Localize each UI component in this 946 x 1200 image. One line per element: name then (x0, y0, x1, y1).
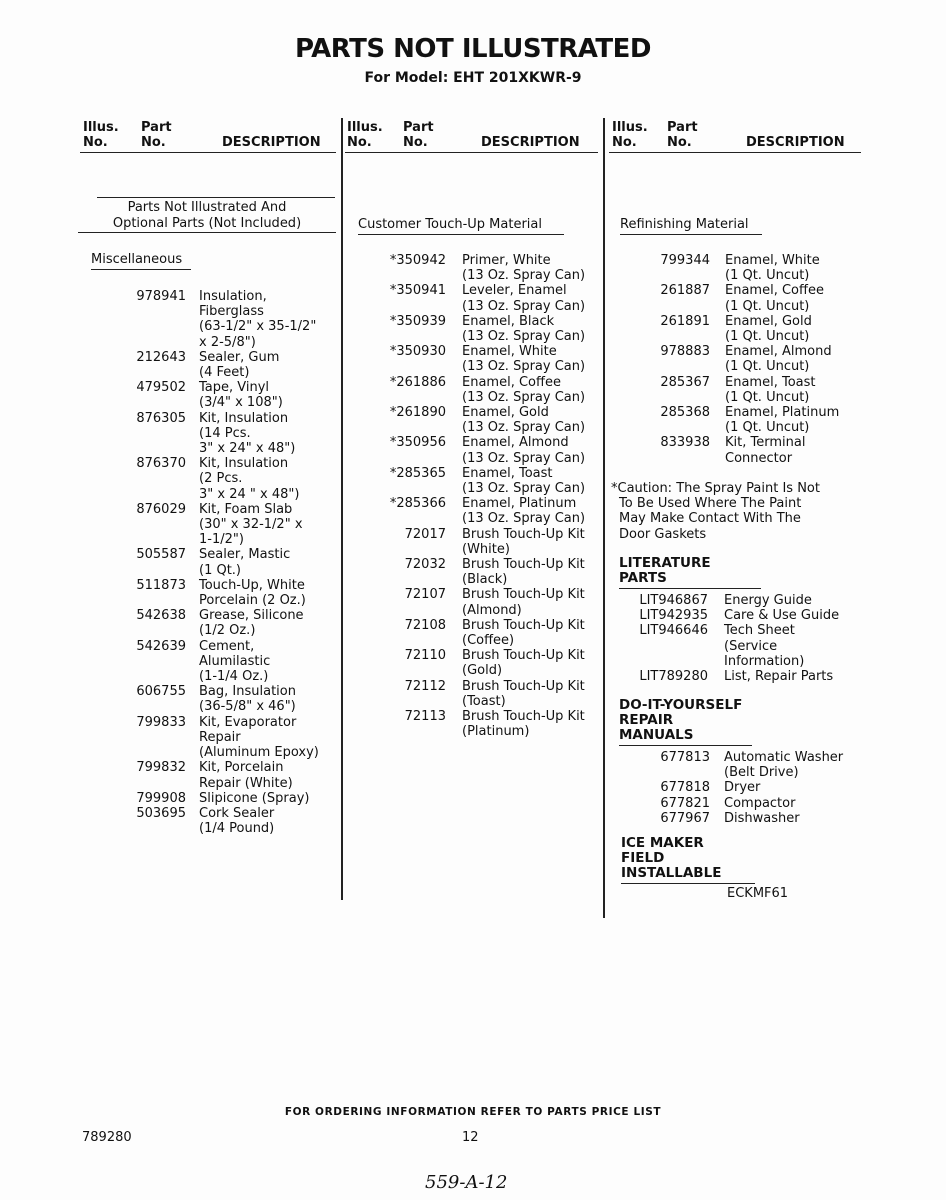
part-row (620, 780, 843, 795)
part-row (100, 502, 319, 548)
description-line: Enamel, Gold (725, 313, 812, 329)
misc-parts-list (100, 289, 319, 836)
description-line: (1 Qt. Uncut) (725, 298, 810, 314)
description-line: Enamel, White (462, 344, 557, 360)
part-row (100, 411, 319, 457)
part-row (356, 314, 585, 344)
diy-manuals-list (620, 750, 843, 826)
part-row (356, 253, 585, 283)
description-line: Energy Guide (724, 593, 812, 608)
part-description (199, 608, 304, 638)
part-number: 677818 (660, 780, 710, 796)
document-number: 789280 (82, 1130, 132, 1145)
header-text: No. (83, 135, 108, 150)
description-line: Repair (White) (199, 775, 293, 791)
part-row (356, 405, 585, 435)
part-number: 72112 (404, 678, 446, 694)
part-number: 503695 (136, 805, 186, 821)
description-line: Brush Touch-Up Kit (462, 648, 585, 664)
part-description (462, 344, 585, 374)
part-number: 677821 (660, 795, 710, 811)
part-row (100, 547, 319, 577)
part-row (100, 791, 319, 806)
part-row (356, 496, 585, 526)
caution-note (611, 481, 820, 542)
description-line: Brush Touch-Up Kit (462, 709, 585, 725)
part-description (199, 411, 295, 457)
part-number: LIT946867 (639, 593, 708, 608)
part-row (356, 466, 585, 496)
description-line: Enamel, Almond (462, 435, 569, 451)
description-line: Tape, Vinyl (199, 380, 270, 396)
description-line: Kit, Evaporator (199, 714, 297, 730)
caution-line: Door Gaskets (619, 526, 707, 542)
part-description (462, 709, 585, 739)
description-line: Brush Touch-Up Kit (462, 526, 585, 542)
heading-line: Parts Not Illustrated And (127, 200, 287, 215)
description-line: Enamel, Coffee (462, 374, 561, 390)
description-line: 3" x 24 " x 48") (199, 486, 300, 502)
part-description (199, 806, 274, 836)
description-line: Cement, (199, 638, 255, 654)
heading-line: ICE MAKER (621, 835, 704, 851)
description-line: (Platinum) (462, 724, 530, 740)
description-line: (1 Qt. Uncut) (725, 389, 810, 405)
description-line: (13 Oz. Spray Can) (462, 389, 586, 405)
column-divider (341, 118, 343, 900)
page-title: PARTS NOT ILLUSTRATED (295, 34, 651, 64)
part-row (620, 283, 839, 313)
part-description (462, 405, 585, 435)
part-description (724, 669, 833, 684)
part-description (725, 375, 815, 405)
description-line: Fiberglass (199, 304, 264, 320)
description-line: Automatic Washer (724, 750, 844, 765)
part-number: 876305 (136, 410, 186, 426)
part-description (725, 314, 812, 344)
part-number: *261886 (389, 374, 446, 390)
part-description (199, 760, 293, 790)
part-number: 799832 (136, 760, 186, 776)
description-line: Brush Touch-Up Kit (462, 587, 585, 603)
part-row (356, 679, 585, 709)
part-row (620, 314, 839, 344)
description-line: Tech Sheet (724, 623, 795, 639)
part-number: *350942 (389, 253, 446, 268)
heading-line: REPAIR MANUALS (619, 712, 694, 743)
literature-parts-list (620, 593, 839, 684)
description-line: Enamel, White (725, 253, 820, 268)
part-row (100, 760, 319, 790)
part-number: 261887 (660, 283, 710, 299)
ice-maker-part-number: ECKMF61 (727, 886, 789, 901)
header-text: Part (667, 120, 698, 135)
part-row (100, 456, 319, 502)
part-number: 72017 (404, 526, 446, 542)
description-line: (30" x 32-1/2" x (199, 517, 303, 533)
description-line: (63-1/2" x 35-1/2" (199, 319, 317, 335)
description-line: Bag, Insulation (199, 684, 296, 700)
touch-up-parts-list (356, 253, 585, 740)
desc-header-1: DESCRIPTION (222, 135, 321, 150)
part-row (620, 253, 839, 283)
part-number: 606755 (136, 684, 186, 700)
header-text: Part (141, 120, 172, 135)
description-line: Brush Touch-Up Kit (462, 557, 585, 573)
description-line: (36-5/8" x 46") (199, 699, 296, 715)
part-row (100, 578, 319, 608)
part-description (199, 639, 270, 685)
caution-line: To Be Used Where The Paint (619, 496, 802, 512)
description-line: Cork Sealer (199, 805, 275, 821)
description-line: (3/4" x 108") (199, 395, 283, 411)
part-row (356, 435, 585, 465)
part-header-1 (141, 120, 172, 150)
description-line: (1 Qt. Uncut) (725, 329, 810, 345)
part-number: LIT946646 (639, 623, 708, 639)
part-row (100, 289, 319, 350)
part-description (724, 796, 795, 811)
description-line: Alumilastic (199, 653, 271, 669)
col1-heading (78, 200, 336, 233)
heading-line: Optional Parts (Not Included) (112, 216, 302, 231)
part-number: *350941 (389, 283, 446, 299)
part-number: 833938 (660, 435, 710, 451)
header-text: No. (667, 135, 692, 150)
description-line: (14 Pcs. (199, 425, 251, 441)
description-line: (13 Oz. Spray Can) (462, 420, 586, 436)
part-description (724, 593, 812, 608)
description-line: (Black) (462, 572, 508, 588)
part-number: 799908 (136, 790, 186, 806)
part-number: *285365 (389, 465, 446, 481)
description-line: Enamel, Coffee (725, 283, 824, 299)
header-rule (345, 152, 598, 153)
part-row (620, 608, 839, 623)
model-subtitle: For Model: EHT 201XKWR-9 (364, 70, 582, 86)
part-description (462, 618, 585, 648)
part-description (462, 466, 585, 496)
part-number: 285367 (660, 374, 710, 390)
description-line: Dryer (724, 780, 761, 796)
description-line: Kit, Foam Slab (199, 501, 293, 517)
part-description (725, 405, 839, 435)
description-line: Information) (724, 653, 805, 669)
part-description (199, 380, 283, 410)
description-line: Compactor (724, 795, 796, 811)
description-line: (1/4 Pound) (199, 821, 275, 837)
part-description (199, 715, 319, 761)
part-row (356, 283, 585, 313)
part-number: LIT942935 (639, 608, 708, 624)
description-line: Primer, White (462, 253, 551, 268)
description-line: (Aluminum Epoxy) (199, 745, 319, 761)
part-number: 72108 (404, 617, 446, 633)
part-row (356, 648, 585, 678)
part-description (462, 375, 585, 405)
description-line: (13 Oz. Spray Can) (462, 511, 586, 527)
part-description (199, 502, 303, 548)
column-divider (603, 118, 605, 918)
description-line: (Gold) (462, 663, 503, 679)
description-line: (1 Qt. Uncut) (725, 268, 810, 284)
description-line: x 2-5/8") (199, 334, 256, 350)
part-number: *285366 (389, 496, 446, 512)
description-line: Brush Touch-Up Kit (462, 617, 585, 633)
description-line: Enamel, Toast (462, 465, 553, 481)
description-line: Enamel, Black (462, 313, 555, 329)
section-literature-parts: LITERATURE PARTS (619, 556, 761, 589)
description-line: (13 Oz. Spray Can) (462, 298, 586, 314)
part-row (100, 639, 319, 685)
part-row (356, 375, 585, 405)
description-line: Insulation, (199, 289, 267, 304)
description-line: (1/2 Oz.) (199, 623, 256, 639)
description-line: Sealer, Gum (199, 349, 280, 365)
part-number: 511873 (136, 577, 186, 593)
desc-header-3: DESCRIPTION (746, 135, 845, 150)
ordering-note: FOR ORDERING INFORMATION REFER TO PARTS PRICE LIST (284, 1106, 662, 1118)
part-number: LIT789280 (639, 669, 708, 685)
header-rule (80, 152, 336, 153)
part-description (725, 283, 824, 313)
part-row (100, 806, 319, 836)
description-line: (13 Oz. Spray Can) (462, 481, 586, 497)
part-description (462, 587, 585, 617)
part-description (199, 350, 279, 380)
part-number: 212643 (136, 349, 186, 365)
description-line: (1 Qt. Uncut) (725, 420, 810, 436)
description-line: Kit, Porcelain (199, 760, 284, 776)
description-line: (2 Pcs. (199, 471, 243, 487)
part-number: 479502 (136, 380, 186, 396)
part-row (356, 527, 585, 557)
refinishing-parts-list (620, 253, 839, 466)
description-line: (1 Qt.) (199, 562, 242, 578)
part-description (724, 750, 843, 780)
part-description (462, 253, 585, 283)
part-header-2 (403, 120, 434, 150)
part-row (356, 344, 585, 374)
description-line: Enamel, Platinum (462, 496, 577, 512)
part-row (356, 587, 585, 617)
header-text: No. (141, 135, 166, 150)
part-description (462, 314, 585, 344)
part-number: 677967 (660, 810, 710, 826)
description-line: Enamel, Gold (462, 405, 549, 421)
description-line: (Almond) (462, 602, 522, 618)
part-number: *350956 (389, 435, 446, 451)
part-number: 799833 (136, 714, 186, 730)
description-line: (13 Oz. Spray Can) (462, 329, 586, 345)
description-line: Dishwasher (724, 810, 800, 826)
part-number: 72113 (404, 709, 446, 725)
header-text: No. (403, 135, 428, 150)
part-description (199, 456, 299, 502)
part-number: 542638 (136, 608, 186, 624)
section-miscellaneous: Miscellaneous (91, 252, 191, 270)
description-line: 3" x 24" x 48") (199, 441, 296, 457)
part-number: 677813 (660, 750, 710, 765)
part-description (199, 547, 290, 577)
part-row (100, 380, 319, 410)
header-text: Illus. (83, 120, 119, 135)
description-line: Kit, Insulation (199, 456, 289, 472)
part-number: 72107 (404, 587, 446, 603)
description-line: Repair (199, 729, 241, 745)
part-description (725, 435, 805, 465)
part-row (620, 405, 839, 435)
part-header-3 (667, 120, 698, 150)
section-ice-maker (621, 836, 755, 884)
description-line: Enamel, Almond (725, 344, 832, 360)
description-line: Grease, Silicone (199, 608, 304, 624)
part-description (724, 608, 839, 623)
description-line: (13 Oz. Spray Can) (462, 359, 586, 375)
description-line: Slipicone (Spray) (199, 790, 310, 806)
section-diy-manuals (619, 698, 752, 746)
part-row (100, 715, 319, 761)
description-line: Brush Touch-Up Kit (462, 678, 585, 694)
description-line: Enamel, Platinum (725, 405, 840, 421)
description-line: Leveler, Enamel (462, 283, 567, 299)
caution-line: May Make Contact With The (619, 511, 801, 527)
part-number: 72110 (404, 648, 446, 664)
section-rule (97, 197, 335, 198)
description-line: (13 Oz. Spray Can) (462, 268, 586, 284)
part-description (462, 557, 585, 587)
part-number: 978883 (660, 344, 710, 360)
part-description (199, 684, 296, 714)
description-line: (Belt Drive) (724, 765, 799, 781)
part-row (620, 435, 839, 465)
illus-header-2 (347, 120, 383, 150)
description-line: Touch-Up, White (199, 577, 305, 593)
heading-line: DO-IT-YOURSELF (619, 697, 743, 713)
part-description (199, 289, 316, 350)
part-description (462, 496, 585, 526)
part-row (620, 344, 839, 374)
description-line: (Toast) (462, 693, 506, 709)
section-customer-touch-up: Customer Touch-Up Material (358, 217, 564, 235)
part-description (462, 648, 585, 678)
part-description (462, 435, 585, 465)
part-row (620, 750, 843, 780)
part-description (462, 679, 585, 709)
part-row (620, 623, 839, 669)
part-row (356, 557, 585, 587)
part-number: 978941 (136, 289, 186, 304)
part-number: *350939 (389, 313, 446, 329)
illus-header-1 (83, 120, 119, 150)
header-text: Part (403, 120, 434, 135)
header-text: No. (347, 135, 372, 150)
part-description (725, 253, 820, 283)
part-row (620, 796, 843, 811)
description-line: (1 Qt. Uncut) (725, 359, 810, 375)
description-line: Kit, Terminal (725, 435, 806, 451)
illus-header-3 (612, 120, 648, 150)
desc-header-2: DESCRIPTION (481, 135, 580, 150)
description-line: Porcelain (2 Oz.) (199, 593, 306, 609)
description-line: Enamel, Toast (725, 374, 816, 390)
part-row (100, 608, 319, 638)
part-number: 799344 (660, 253, 710, 268)
handwritten-annotation: 559-A-12 (425, 1172, 508, 1193)
description-line: List, Repair Parts (724, 669, 834, 685)
part-number: 542639 (136, 638, 186, 654)
part-description (724, 811, 800, 826)
part-description (462, 527, 585, 557)
description-line: (White) (462, 541, 510, 557)
description-line: (Coffee) (462, 633, 515, 649)
part-row (100, 684, 319, 714)
description-line: 1-1/2") (199, 532, 244, 548)
description-line: (4 Feet) (199, 365, 250, 381)
header-rule (609, 152, 861, 153)
part-number: 505587 (136, 547, 186, 563)
header-text: Illus. (612, 120, 648, 135)
part-row (356, 618, 585, 648)
description-line: Sealer, Mastic (199, 547, 291, 563)
part-row (356, 709, 585, 739)
part-description (724, 780, 760, 795)
part-row (620, 669, 839, 684)
part-description (462, 283, 585, 313)
page-number: 12 (462, 1130, 479, 1145)
description-line: (1-1/4 Oz.) (199, 669, 269, 685)
part-description (725, 344, 832, 374)
caution-line: *Caution: The Spray Paint Is Not (611, 481, 820, 496)
description-line: (13 Oz. Spray Can) (462, 450, 586, 466)
description-line: Connector (725, 450, 793, 466)
description-line: (Service (724, 638, 778, 654)
description-line: Kit, Insulation (199, 410, 289, 426)
part-row (620, 811, 843, 826)
part-description (199, 791, 309, 806)
part-description (724, 623, 804, 669)
part-number: 876370 (136, 456, 186, 472)
heading-line: FIELD INSTALLABLE (621, 850, 722, 881)
section-refinishing: Refinishing Material (620, 217, 762, 235)
header-text: No. (612, 135, 637, 150)
part-number: 876029 (136, 501, 186, 517)
header-text: Illus. (347, 120, 383, 135)
part-number: 72032 (404, 557, 446, 573)
part-row (100, 350, 319, 380)
part-number: *350930 (389, 344, 446, 360)
part-number: 285368 (660, 405, 710, 421)
part-number: *261890 (389, 405, 446, 421)
part-row (620, 375, 839, 405)
part-description (199, 578, 306, 608)
part-number: 261891 (660, 313, 710, 329)
part-row (620, 593, 839, 608)
description-line: Care & Use Guide (724, 608, 840, 624)
